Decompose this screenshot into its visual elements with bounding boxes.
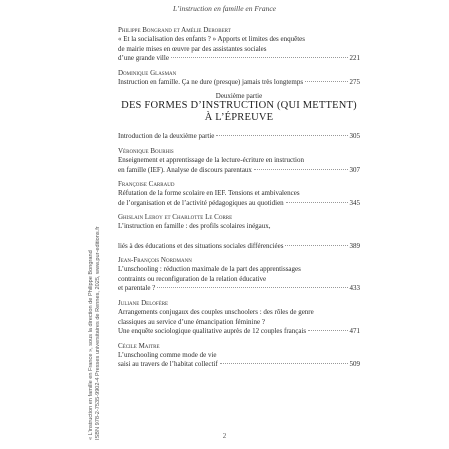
copyright-sidebar [88,226,102,440]
toc-title-text: Une enquête sociologique qualitative auprès de 12 couples français [118,327,307,336]
toc-entry [118,180,360,208]
toc-author: Juliane Delofère [118,298,169,307]
dot-leader [305,81,347,82]
toc-title-text: saisi au travers de l’habitat collectif [118,360,218,369]
toc-author: Françoise Carraud [118,180,175,189]
toc-title-line [118,232,360,242]
toc-entry [118,342,360,370]
toc-page-number: 307 [349,165,360,174]
table-of-contents [118,26,360,375]
toc-entry [118,299,360,337]
toc-page-number: 275 [349,77,360,86]
dot-leader [171,57,348,58]
toc-entry [118,256,360,294]
toc-author: Ghislain Leroy et Charlotte Le Corre [118,213,233,222]
toc-page-number: 433 [349,284,360,293]
dot-leader [285,245,347,246]
toc-title-line: Arrangements conjugaux des couples unschoolers : des rôles de genre [118,307,314,316]
toc-title-text: d’une grande ville [118,54,169,63]
toc-entry [118,147,360,175]
toc-title-last-line [118,54,360,64]
toc-title-line: contraints ou reconfiguration de la relation éducative [118,274,267,283]
toc-page-number: 509 [349,360,360,369]
toc-title-last-line [118,132,360,142]
toc-page-number: 305 [349,132,360,141]
part-title [118,100,360,124]
toc-title-line: « Et la socialisation des enfants ? » Apports et limites des enquêtes [118,35,306,43]
toc-title-line: Réfutation de la forme scolaire en IEF. Tensions et ambivalences [118,189,300,198]
dot-leader [308,330,347,331]
dot-leader [254,169,348,170]
toc-title-last-line [118,166,360,176]
toc-title-text: Instruction en famille. Ça ne dure (presque) jamais très longtemps [118,77,304,86]
toc-title-text: et parentale ? [118,284,156,293]
toc-title-text: Introduction de la deuxième partie [118,132,215,141]
toc-page-number: 389 [349,241,360,250]
page-number: 2 [222,432,227,440]
toc-title-last-line [118,360,360,370]
toc-title-line: de mairie mises en œuvre par des assistantes sociales [118,44,267,53]
copyright-line-2: ISBN 978-2-7535-9902-4 Presses universitaires de Rennes, 2025, www.pur-editions.fr [95,226,101,440]
toc-title-last-line [118,284,360,294]
part-label: Deuxième partie [215,92,263,101]
part-title-line-1: DES FORMES D’INSTRUCTION (QUI METTENT) [121,100,357,112]
toc-author: Véronique Bourhis [118,146,174,155]
toc-title-line: classiques au service d’une émancipation féminine ? [118,317,265,326]
toc-title-text: liés à des éducations et des situations sociales différenciées [118,241,284,250]
toc-title-text: de l’organisation et de l’activité pédagogiques au quotidien [118,198,284,207]
toc-title-last-line [118,199,360,209]
toc-title-line: Enseignement et apprentissage de la lecture-écriture en instruction [118,155,305,164]
toc-title-last-line [118,327,360,337]
part-title-line-2: À L’ÉPREUVE [204,112,274,124]
toc-section-first-part [118,26,360,87]
toc-title-last-line [118,242,360,252]
toc-title-text: en famille (IEF). Analyse de discours parentaux [118,165,252,174]
dot-leader [286,202,348,203]
toc-title-line: L’unschooling comme mode de vie [118,350,217,359]
dot-leader [157,287,347,288]
copyright-line-1: « L’instruction en famille en France », sous la direction de Philippe Bongrand [88,250,94,440]
dot-leader [220,363,348,364]
toc-author: Cécile Maitre [118,341,160,350]
toc-page-number: 345 [349,198,360,207]
dot-leader [216,135,347,136]
toc-author: Philippe Bongrand et Amélie Derobert [118,26,231,34]
toc-author: Dominique Glasman [118,68,177,77]
toc-title-line: L’instruction en famille : des profils scolaires inégaux, [118,222,271,231]
toc-title-last-line [118,78,360,88]
toc-entry [118,213,360,251]
toc-entry [118,69,360,88]
toc-page-number: 471 [349,327,360,336]
toc-entry [118,132,360,142]
toc-page-number: 221 [349,54,360,63]
toc-entry [118,26,360,64]
toc-author: Jean-François Nordmann [118,256,192,265]
toc-title-line: L’unschooling : réduction maximale de la part des apprentissages [118,265,301,274]
running-head: L’instruction en famille en France [172,4,277,13]
toc-section-second-part [118,132,360,370]
